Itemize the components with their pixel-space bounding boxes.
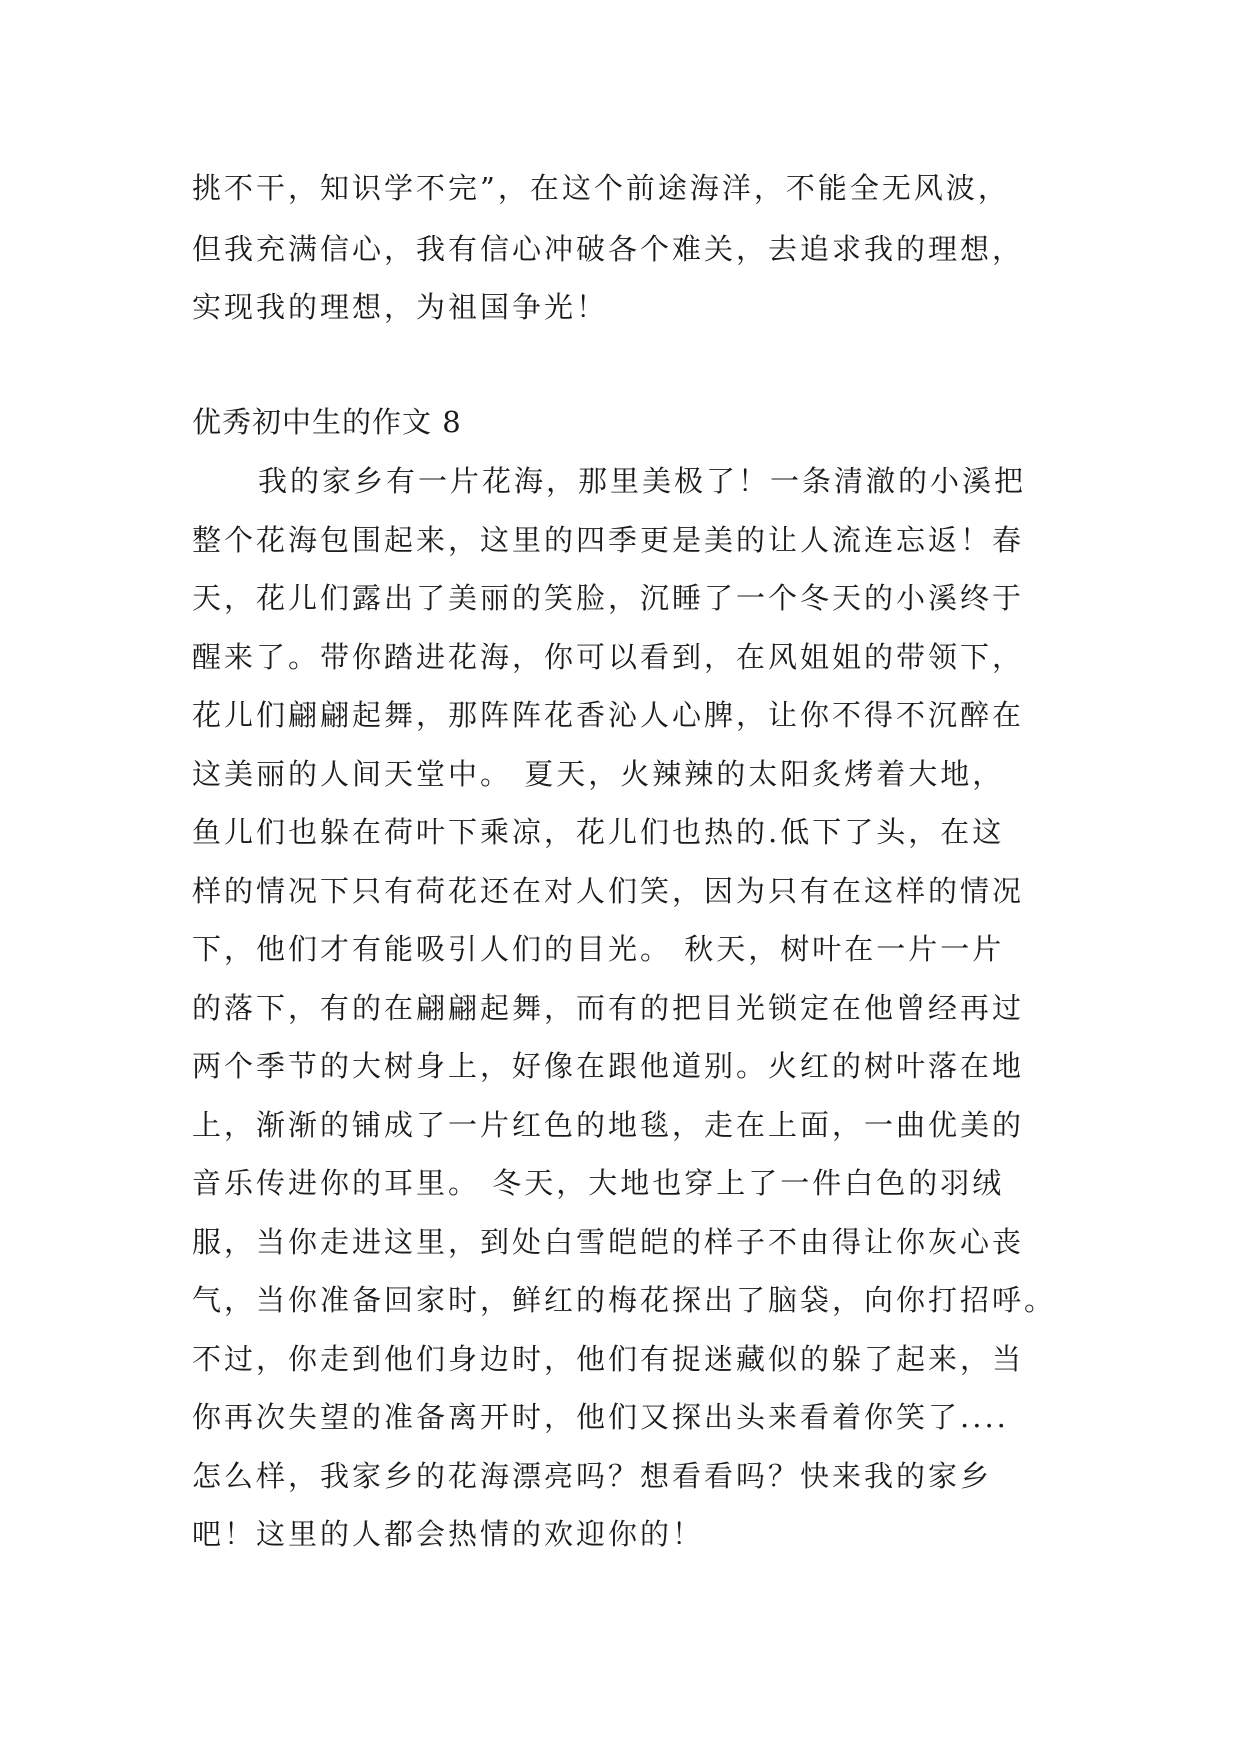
paragraph-line: 天，花儿们露出了美丽的笑脸，沉睡了一个冬天的小溪终于 [192,581,1025,615]
paragraph-line: 怎么样，我家乡的花海漂亮吗？想看看吗？快来我的家乡 [192,1459,993,1493]
paragraph-line: 吧！这里的人都会热情的欢迎你的！ [192,1517,705,1551]
paragraph-line: 这美丽的人间天堂中。 夏天，火辣辣的太阳炙烤着大地， [192,757,1005,791]
paragraph-line: 花儿们翩翩起舞，那阵阵花香沁人心脾，让你不得不沉醉在 [192,698,1025,732]
paragraph-line: 整个花海包围起来，这里的四季更是美的让人流连忘返！春 [192,523,1025,557]
paragraph-line: 你再次失望的准备离开时，他们又探出头来看着你笑了.... [192,1400,1009,1434]
paragraph-line: 不过，你走到他们身边时，他们有捉迷藏似的躲了起来，当 [192,1342,1025,1376]
paragraph-line: 服，当你走进这里，到处白雪皑皑的样子不由得让你灰心丧 [192,1225,1025,1259]
paragraph-line: 样的情况下只有荷花还在对人们笑，因为只有在这样的情况 [192,874,1025,908]
continuation-line: 实现我的理想，为祖国争光！ [192,290,609,324]
continuation-line: 但我充满信心，我有信心冲破各个难关，去追求我的理想， [192,232,1025,266]
continuation-line: 挑不干，知识学不完”，在这个前途海洋，不能全无风波， [192,171,1010,205]
paragraph-line: 气，当你准备回家时，鲜红的梅花探出了脑袋，向你打招呼。 [192,1283,1057,1317]
paragraph-line: 的落下，有的在翩翩起舞，而有的把目光锁定在他曾经再过 [192,991,1025,1025]
paragraph-line: 醒来了。带你踏进花海，你可以看到，在风姐姐的带领下， [192,640,1025,674]
paragraph-line: 音乐传进你的耳里。 冬天，大地也穿上了一件白色的羽绒 [192,1166,1005,1200]
paragraph-line: 两个季节的大树身上，好像在跟他道别。火红的树叶落在地 [192,1049,1025,1083]
paragraph-line: 鱼儿们也躲在荷叶下乘凉，花儿们也热的.低下了头，在这 [192,815,1005,849]
paragraph-line: 下，他们才有能吸引人们的目光。 秋天，树叶在一片一片 [192,932,1005,966]
paragraph-line: 我的家乡有一片花海，那里美极了！一条清澈的小溪把 [258,464,1027,498]
essay-title: 优秀初中生的作文 8 [192,405,462,439]
paragraph-line: 上，渐渐的铺成了一片红色的地毯，走在上面，一曲优美的 [192,1108,1025,1142]
